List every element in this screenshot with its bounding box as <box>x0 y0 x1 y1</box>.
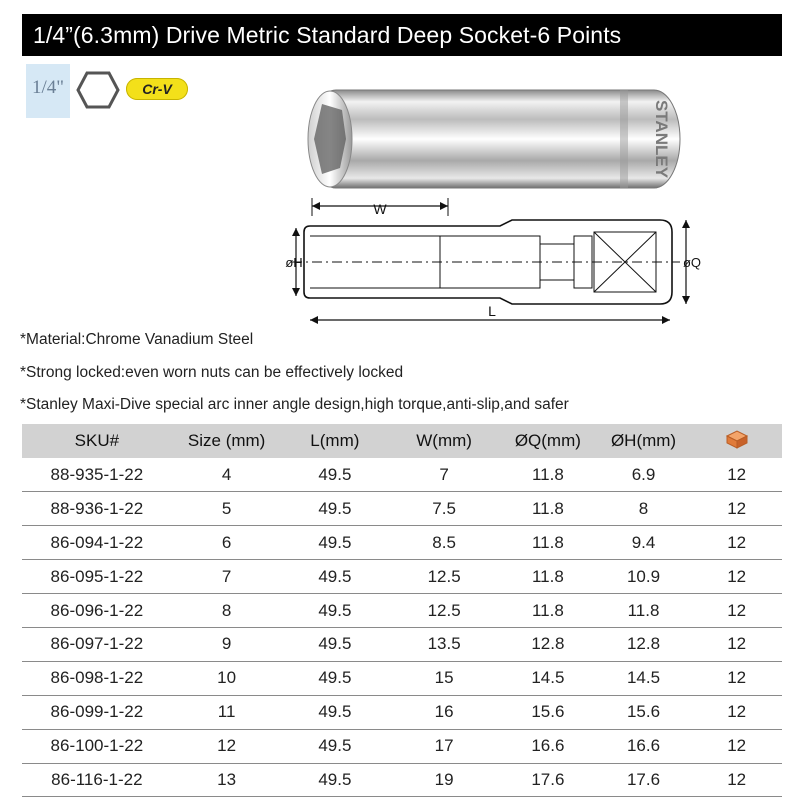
page-title: 1/4”(6.3mm) Drive Metric Standard Deep Socket-6 Points <box>22 14 782 56</box>
cell-w: 7 <box>388 458 500 492</box>
header-l: L(mm) <box>282 424 389 458</box>
cell-h: 12.8 <box>596 627 692 661</box>
note-locking: *Strong locked:even worn nuts can be effectively locked <box>20 363 404 381</box>
cell-sku: 86-097-1-22 <box>22 627 172 661</box>
cell-w: 12.5 <box>388 594 500 628</box>
cell-pack: 12 <box>691 458 782 492</box>
cell-l: 49.5 <box>282 763 389 797</box>
cell-w: 15 <box>388 661 500 695</box>
cell-h: 10.9 <box>596 560 692 594</box>
q-label: øQ <box>682 255 702 270</box>
cell-pack: 12 <box>691 492 782 526</box>
cell-sku: 86-094-1-22 <box>22 526 172 560</box>
cell-w: 13.5 <box>388 627 500 661</box>
table-row <box>22 458 782 492</box>
header-h: ØH(mm) <box>596 424 692 458</box>
brand-mark: STANLEY <box>652 99 671 179</box>
cell-q: 16.6 <box>500 729 596 763</box>
cell-pack: 12 <box>691 729 782 763</box>
cell-q: 14.5 <box>500 661 596 695</box>
table-body <box>22 458 782 797</box>
cell-sku: 86-096-1-22 <box>22 594 172 628</box>
cell-l: 49.5 <box>282 729 389 763</box>
cell-sku: 88-936-1-22 <box>22 492 172 526</box>
cell-w: 19 <box>388 763 500 797</box>
cell-size: 6 <box>172 526 282 560</box>
spec-table <box>22 424 782 797</box>
cell-size: 4 <box>172 458 282 492</box>
cell-pack: 12 <box>691 594 782 628</box>
cell-q: 17.6 <box>500 763 596 797</box>
header-size-label: Size <box>187 431 221 450</box>
table-row <box>22 661 782 695</box>
cell-w: 8.5 <box>388 526 500 560</box>
table-row <box>22 560 782 594</box>
cell-l: 49.5 <box>282 526 389 560</box>
box-icon <box>724 428 750 450</box>
cell-sku: 86-099-1-22 <box>22 695 172 729</box>
note-material: *Material:Chrome Vanadium Steel <box>20 331 254 348</box>
cell-q: 12.8 <box>500 627 596 661</box>
cell-w: 7.5 <box>388 492 500 526</box>
cell-pack: 12 <box>691 526 782 560</box>
hexagon-icon <box>76 68 120 112</box>
cell-w: 16 <box>388 695 500 729</box>
cell-q: 11.8 <box>500 492 596 526</box>
header-pack <box>691 424 782 458</box>
table-row <box>22 763 782 797</box>
cell-size: 13 <box>172 763 282 797</box>
cell-h: 14.5 <box>596 661 692 695</box>
cell-h: 16.6 <box>596 729 692 763</box>
table-row <box>22 627 782 661</box>
cell-w: 17 <box>388 729 500 763</box>
table-row <box>22 729 782 763</box>
cell-q: 11.8 <box>500 458 596 492</box>
h-label: øH <box>285 255 303 270</box>
cell-l: 49.5 <box>282 695 389 729</box>
material-badge: Cr-V <box>126 78 188 100</box>
cell-pack: 12 <box>691 560 782 594</box>
note-design: *Stanley Maxi-Dive special arc inner angle design,high torque,anti-slip,and safer <box>20 396 569 413</box>
cell-h: 17.6 <box>596 763 692 797</box>
table-row <box>22 695 782 729</box>
socket-photo <box>300 84 690 194</box>
cell-l: 49.5 <box>282 458 389 492</box>
cell-sku: 86-116-1-22 <box>22 763 172 797</box>
badge-row <box>26 64 188 118</box>
cell-pack: 12 <box>691 627 782 661</box>
cell-size: 11 <box>172 695 282 729</box>
cell-pack: 12 <box>691 661 782 695</box>
cell-h: 9.4 <box>596 526 692 560</box>
cell-w: 12.5 <box>388 560 500 594</box>
header-w: W(mm) <box>388 424 500 458</box>
cell-size: 10 <box>172 661 282 695</box>
header-size-unit: (mm) <box>225 431 266 450</box>
cell-q: 11.8 <box>500 594 596 628</box>
cell-size: 9 <box>172 627 282 661</box>
cell-h: 11.8 <box>596 594 692 628</box>
cell-size: 12 <box>172 729 282 763</box>
dimension-diagram <box>280 192 710 332</box>
cell-sku: 86-100-1-22 <box>22 729 172 763</box>
table-row <box>22 526 782 560</box>
w-label: W <box>373 201 387 217</box>
table-row <box>22 492 782 526</box>
cell-size: 7 <box>172 560 282 594</box>
cell-l: 49.5 <box>282 492 389 526</box>
cell-size: 5 <box>172 492 282 526</box>
cell-h: 15.6 <box>596 695 692 729</box>
cell-sku: 88-935-1-22 <box>22 458 172 492</box>
cell-l: 49.5 <box>282 661 389 695</box>
cell-size: 8 <box>172 594 282 628</box>
cell-pack: 12 <box>691 695 782 729</box>
table-header-row <box>22 424 782 458</box>
cell-q: 15.6 <box>500 695 596 729</box>
cell-l: 49.5 <box>282 560 389 594</box>
feature-notes <box>20 330 790 428</box>
cell-h: 6.9 <box>596 458 692 492</box>
cell-sku: 86-098-1-22 <box>22 661 172 695</box>
cell-pack: 12 <box>691 763 782 797</box>
drive-size-badge: 1/4" <box>26 64 70 118</box>
cell-h: 8 <box>596 492 692 526</box>
cell-q: 11.8 <box>500 526 596 560</box>
header-size <box>172 424 282 458</box>
header-q: ØQ(mm) <box>500 424 596 458</box>
header-sku: SKU# <box>22 424 172 458</box>
cell-sku: 86-095-1-22 <box>22 560 172 594</box>
table-row <box>22 594 782 628</box>
cell-l: 49.5 <box>282 627 389 661</box>
cell-l: 49.5 <box>282 594 389 628</box>
cell-q: 11.8 <box>500 560 596 594</box>
l-label: L <box>488 303 496 319</box>
